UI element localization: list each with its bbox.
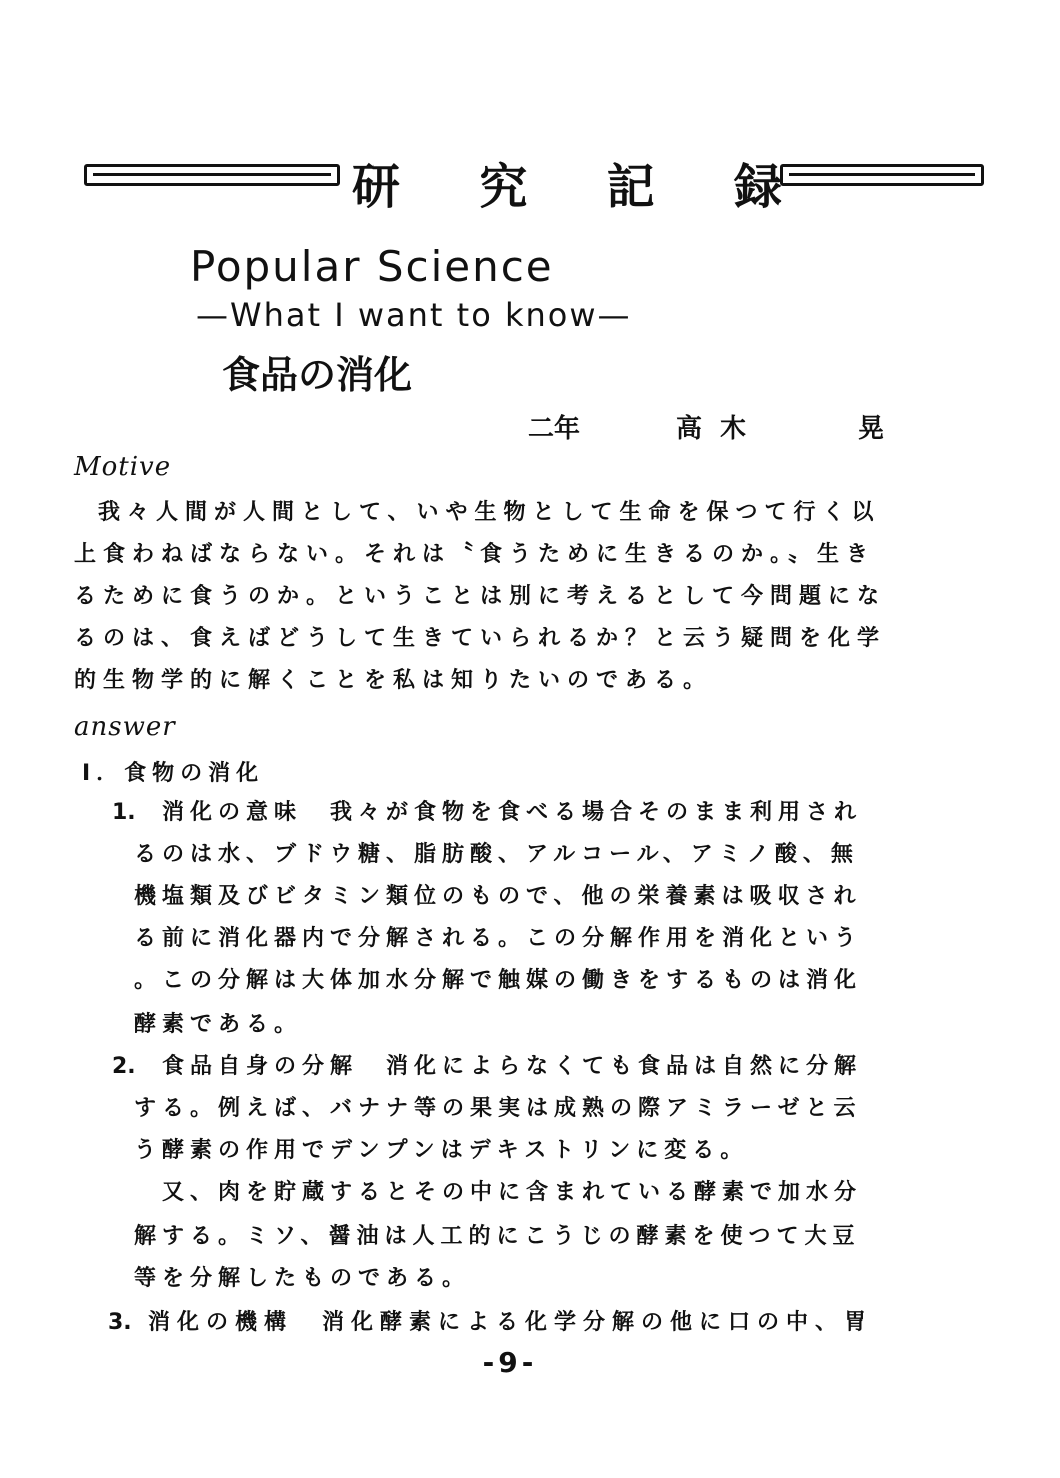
banner-rule-left	[84, 164, 340, 186]
item-number: 2.	[112, 1054, 136, 1079]
banner-char: 究	[479, 158, 528, 215]
author-surname: 高木	[676, 414, 765, 444]
banner-char: 記	[606, 158, 655, 215]
title-english: Popular Science	[190, 242, 554, 291]
item-number: 1.	[112, 800, 136, 825]
subtitle-english: —What I want to know—	[196, 296, 632, 334]
page-number: -9-	[482, 1346, 538, 1379]
item-number: 3.	[108, 1310, 132, 1335]
item-line: 食品自身の分解 消化によらなくても食品は自然に分解	[162, 1054, 863, 1079]
item-line: 消化の機構 消化酵素による化学分解の他に口の中、胃	[148, 1310, 874, 1335]
motive-line: るために食うのか。ということは別に考えるとして今問題にな	[74, 584, 887, 609]
motive-line: るのは、食えばどうして生きていられるか？と云う疑問を化学	[74, 626, 887, 651]
banner-title	[352, 150, 782, 214]
section-heading: Ⅰ．食物の消化	[82, 761, 265, 786]
author-line	[528, 408, 888, 444]
title-japanese: 食品の消化	[222, 353, 413, 397]
author-given-name: 晃	[858, 414, 885, 444]
item-line: する。例えば、バナナ等の果実は成熟の際アミラーゼと云	[134, 1096, 862, 1121]
item-line: 又、肉を貯蔵するとその中に含まれている酵素で加水分	[134, 1180, 863, 1205]
banner-rule-right	[780, 164, 984, 186]
item-line: る前に消化器内で分解される。この分解作用を消化という	[134, 926, 863, 951]
motive-heading: Motive	[74, 452, 172, 482]
motive-line: 我々人間が人間として、いや生物として生命を保つて行く以	[98, 500, 881, 525]
banner-char: 研	[352, 158, 401, 215]
section-banner	[72, 150, 912, 214]
motive-line: 上食わねばならない。それは〝食うために生きるのか。〟生き	[74, 542, 876, 567]
item-line: 消化の意味 我々が食物を食べる場合そのまま利用され	[162, 800, 863, 825]
item-line: るのは水、ブドウ糖、脂肪酸、アルコール、アミノ酸、無	[134, 842, 859, 867]
item-line: う酵素の作用でデンプンはデキストリンに変る。	[134, 1138, 749, 1163]
item-line: 解する。ミソ、醤油は人工的にこうじの酵素を使つて大豆	[134, 1224, 861, 1249]
item-line: 機塩類及びビタミン類位のもので、他の栄養素は吸収され	[134, 884, 862, 909]
item-line: 。この分解は大体加水分解で触媒の働きをするものは消化	[134, 968, 863, 993]
motive-line: 的生物学的に解くことを私は知りたいのである。	[74, 668, 713, 693]
author-year: 二年	[528, 414, 581, 444]
answer-heading: answer	[74, 712, 176, 742]
item-line: 等を分解したものである。	[134, 1266, 471, 1291]
item-line: 酵素である。	[134, 1012, 303, 1037]
banner-char: 録	[733, 158, 782, 215]
